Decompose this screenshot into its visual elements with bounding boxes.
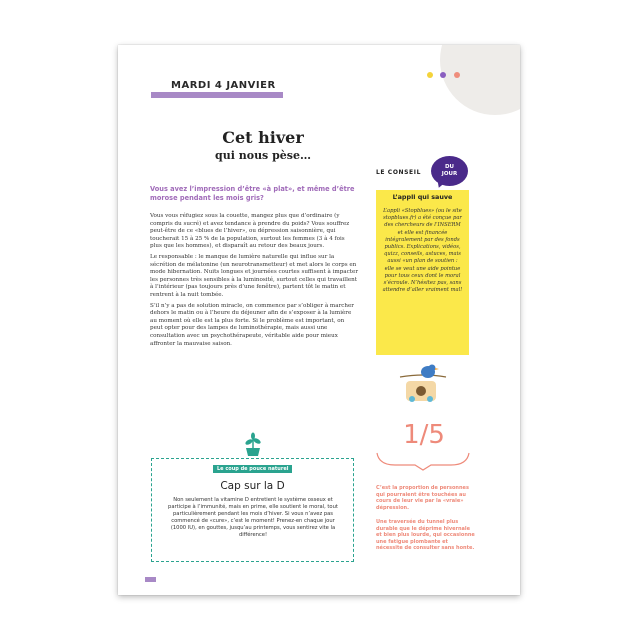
corner-decoration — [440, 45, 520, 115]
yellow-dot-icon — [427, 72, 433, 78]
tip-tab: Le coup de pouce naturel — [213, 465, 292, 473]
body-paragraph: S’il n’y a pas de solution miracle, on commence par s’obliger à marcher dehors le matin ou à l’heure du déjeuner afin de s’exposer à la lumière au moment où elle est la plus forte. Si le problème est important, on peut opter pour des lampes de luminothérapie, mais aussi une consultation avec un psychothérapeute, véritable aide pour mieux affronter la mauvaise saison. — [150, 302, 354, 347]
advice-label: LE CONSEIL — [376, 169, 422, 176]
advice-box-title: L’appli qui sauve — [392, 193, 453, 201]
bird-icon — [398, 363, 450, 409]
stat-note: Une traversée du tunnel plus durable que le déprime hivernale et bien plus lourde, qui occasionne une fatigue plombante et nécessite de consulter sans honte. — [376, 519, 475, 552]
book-page — [118, 45, 520, 595]
body-paragraph: Vous vous réfugiez sous la couette, mangez plus que d’ordinaire (y compris du sucré) et avez tendance à prendre du poids? Vous souffrez peut-être de ce «blues de l’hiver», ou dépression saisonnière, qui toucherait 15 à 25 % de la population, surtout les femmes (3 à 4 fois plus que les hommes), et disparaît au retour des beaux jours. — [150, 213, 350, 250]
article-title: Cet hiver — [222, 128, 304, 147]
bubble-line-1: DU — [444, 164, 455, 170]
stat-caption: C’est la proportion de personnes qui pourraient être touchées au cours de leur vie par la «vraie» dépression. — [376, 485, 469, 511]
coral-dot-icon — [454, 72, 460, 78]
article-body — [150, 213, 358, 351]
bubble-line-2: JOUR — [441, 171, 458, 177]
plant-icon — [240, 432, 266, 458]
body-paragraph: Le responsable : le manque de lumière naturelle qui influe sur la sécrétion de mélatonine (un neurotransmetteur) et met alors le corps en mode hibernation. Nuits longues et journées courtes suffisent à impacter les personnes très sensibles à la luminosité, surtout celles qui travaillent à l’intérieur (pas toujours près d’une fenêtre), partent tôt le matin et rentrent à la nuit tombée. — [150, 253, 358, 298]
stat-value: 1/5 — [403, 420, 445, 450]
advice-box — [376, 190, 469, 355]
purple-dot-icon — [440, 72, 446, 78]
page-number-marker — [145, 577, 156, 582]
stat-underline — [375, 451, 471, 471]
bubble-tail — [435, 180, 445, 189]
advice-box-text: L’appli «Stopblues» (ou le site stopblues.fr) a été conçue par des chercheurs de l’INSERM et elle est financée intégralement par des fonds publics. Explications, vidéos, quizz, conseils, astuces, mais aussi «un plan de soutien : elle se veut une aide pointue pour tous ceux dont le moral s’écroule. N’hésitez pas, sans attendre d’aller vraiment mal! — [382, 208, 463, 294]
date-highlight — [151, 92, 283, 98]
tip-text: Non seulement la vitamine D entretient le système osseux et participe à l’immunité, mais en prime, elle soutient le moral, tout particulièrement pendant les mois d’hiver. Si vous n’avez pas commencé de «cure», c’est le moment! Prenez-en chaque jour (1000 IU), en gouttes, jusqu’au printemps, vous sentirez vite la différence! — [168, 497, 338, 538]
date-heading: MARDI 4 JANVIER — [171, 80, 276, 91]
article-subtitle: qui nous pèse… — [215, 149, 311, 162]
tip-title: Cap sur la D — [220, 480, 285, 492]
lead-paragraph: Vous avez l’impression d’être «à plat», et même d’être morose pendant les mois gris? — [150, 185, 355, 202]
